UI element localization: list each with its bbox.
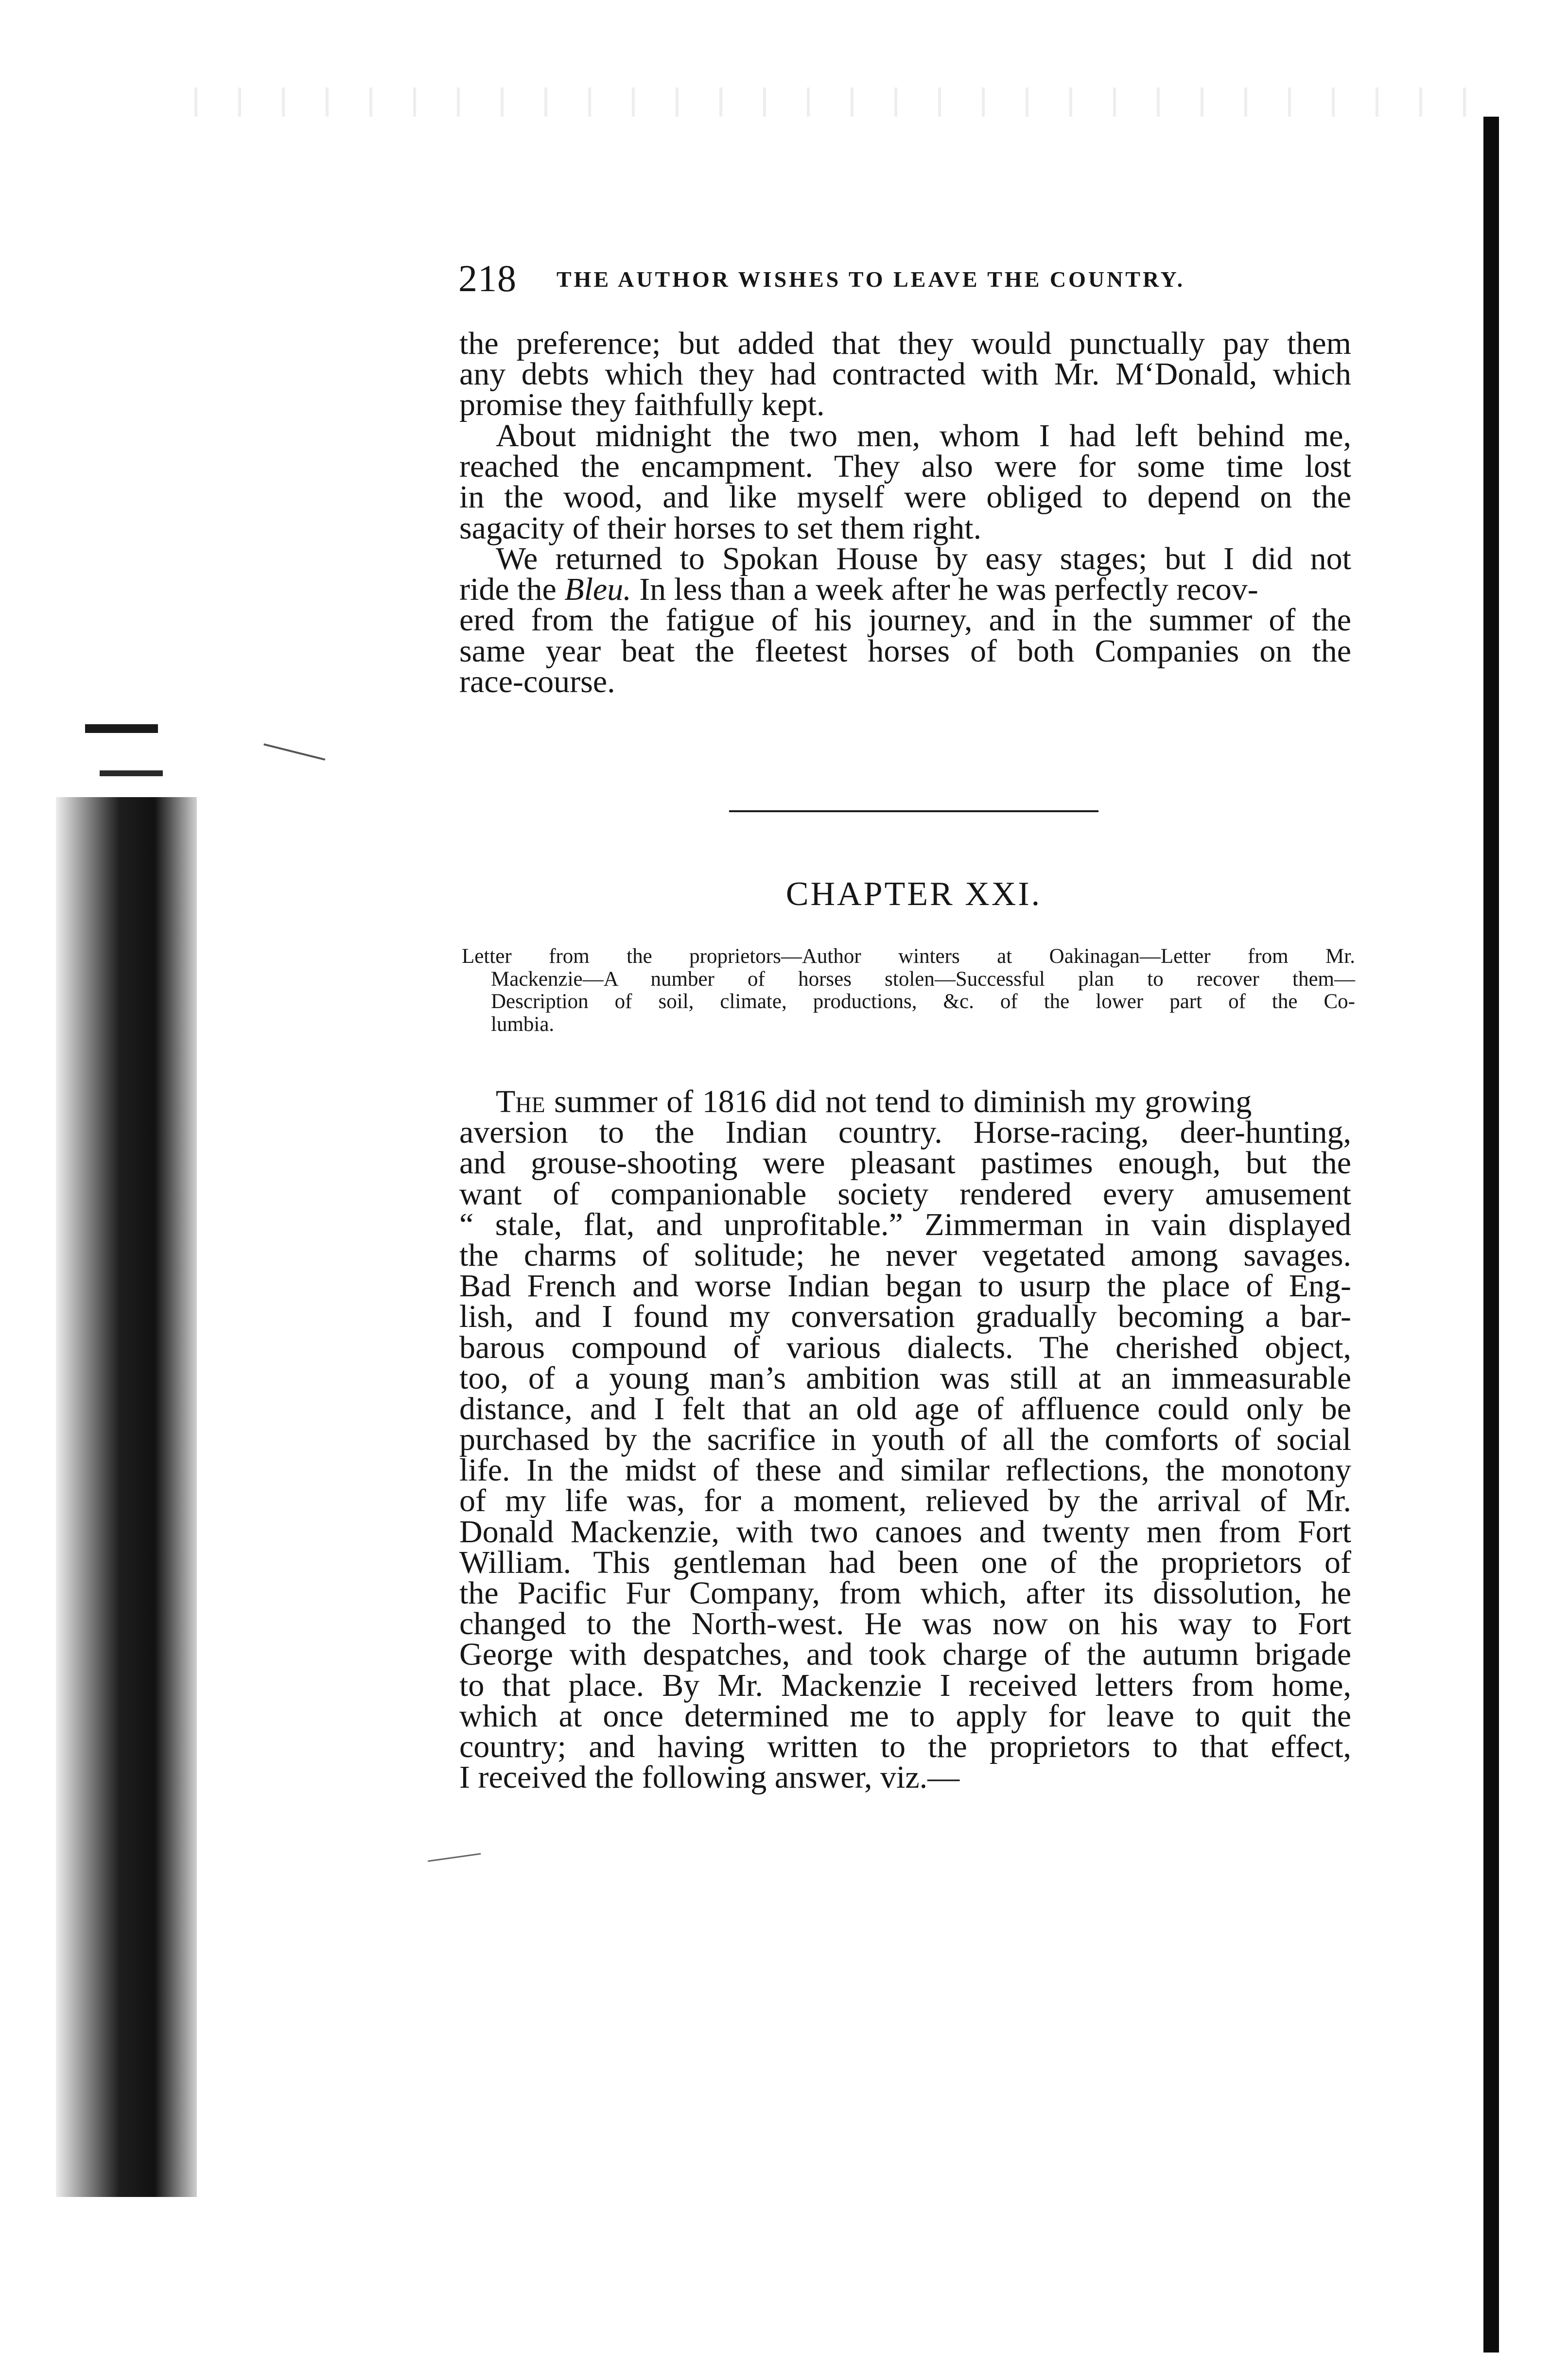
section-divider: [729, 810, 1098, 812]
text-line: country; and having written to the proprietors to that effect,: [459, 1728, 1351, 1764]
text-line: barous compound of various dialects. The cherished object,: [459, 1329, 1351, 1365]
text-line: sagacity of their horses to set them right.: [459, 510, 982, 546]
scan-right-edge: [1483, 117, 1499, 2353]
text-line-with-italic: [459, 572, 1351, 608]
paragraph-returned: [459, 543, 1351, 697]
chapter-title: CHAPTER XXI.: [785, 875, 1042, 913]
text-line: race-course.: [459, 663, 615, 699]
text-line: distance, and I felt that an old age of affluence could only be: [459, 1391, 1351, 1427]
synopsis-line: lumbia.: [491, 1012, 555, 1036]
text-line: in the wood, and like myself were obliged to depend on the: [459, 479, 1351, 515]
page-number: 218: [458, 257, 517, 299]
text-line: same year beat the fleetest horses of both Companies on the: [459, 633, 1351, 669]
text-line: aversion to the Indian country. Horse-racing, deer-hunting,: [459, 1115, 1351, 1150]
text-line: promise they faithfully kept.: [459, 387, 825, 423]
text-run: In less than a week after he was perfectly recov-: [631, 572, 1258, 608]
synopsis-line: Description of soil, climate, productions, &c. of the lower part of the Co-: [491, 990, 1355, 1013]
text-line: any debts which they had contracted with Mr. M‘Donald, which: [459, 356, 1351, 392]
text-line-opening: [459, 1086, 1351, 1117]
text-line: ered from the fatigue of his journey, and in the summer of the: [459, 602, 1351, 638]
text-line: to that place. By Mr. Mackenzie I received letters from home,: [459, 1667, 1351, 1703]
text-line: the preference; but added that they would punctually pay them: [459, 326, 1351, 361]
text-line: Bad French and worse Indian began to usurp the place of Eng-: [459, 1268, 1351, 1304]
text-line: too, of a young man’s ambition was still at an immeasurable: [459, 1360, 1351, 1396]
scan-binding-streak: [85, 724, 158, 733]
scan-top-noise: [175, 87, 1478, 117]
text-line: I received the following answer, viz.—: [459, 1760, 960, 1795]
synopsis-line: Letter from the proprietors—Author winters at Oakinagan—Letter from Mr.: [462, 945, 1355, 968]
chapter-body: [459, 1086, 1351, 1793]
text-line: About midnight the two men, whom I had left behind me,: [496, 418, 1351, 453]
text-line: Donald Mackenzie, with two canoes and twenty men from Fort: [459, 1514, 1351, 1550]
horse-name: Bleu.: [564, 572, 631, 608]
text-line: George with despatches, and took charge of the autumn brigade: [459, 1637, 1351, 1673]
text-line: of my life was, for a moment, relieved by the arrival of Mr.: [459, 1483, 1351, 1519]
scan-stray-mark: [263, 743, 326, 763]
text-run: summer of 1816 did not tend to diminish my growing: [545, 1084, 1252, 1119]
text-line: which at once determined me to apply for leave to quit the: [459, 1698, 1351, 1734]
text-line: life. In the midst of these and similar reflections, the monotony: [459, 1452, 1351, 1488]
text-line: reached the encampment. They also were for some time lost: [459, 449, 1351, 485]
text-line: want of companionable society rendered every amusement: [459, 1176, 1351, 1212]
drop-word: The: [496, 1084, 545, 1119]
scan-stray-mark: [428, 1853, 481, 1864]
text-line: the charms of solitude; he never vegetated among savages.: [459, 1237, 1351, 1273]
text-run: ride the: [459, 572, 565, 608]
text-line: “ stale, flat, and unprofitable.” Zimmerman in vain displayed: [459, 1206, 1351, 1242]
chapter-synopsis: [462, 945, 1355, 1036]
text-line: the Pacific Fur Company, from which, after its dissolution, he: [459, 1575, 1351, 1611]
synopsis-line: Mackenzie—A number of horses stolen—Successful plan to recover them—: [491, 967, 1355, 991]
text-line: purchased by the sacrifice in youth of all the comforts of social: [459, 1422, 1351, 1458]
text-line: changed to the North-west. He was now on his way to Fort: [459, 1606, 1351, 1642]
running-head: THE AUTHOR WISHES TO LEAVE THE COUNTRY.: [557, 267, 1185, 292]
text-line: William. This gentleman had been one of the proprietors of: [459, 1544, 1351, 1580]
paragraph-continued: [459, 326, 1351, 423]
paragraph-midnight: [459, 418, 1351, 546]
scan-binding-streak: [100, 770, 163, 776]
text-line: We returned to Spokan House by easy stages; but I did not: [496, 541, 1351, 576]
text-line: lish, and I found my conversation gradually becoming a bar-: [459, 1299, 1351, 1335]
scan-binding-shadow: [56, 797, 197, 2197]
text-line: and grouse-shooting were pleasant pastimes enough, but the: [459, 1145, 1351, 1181]
